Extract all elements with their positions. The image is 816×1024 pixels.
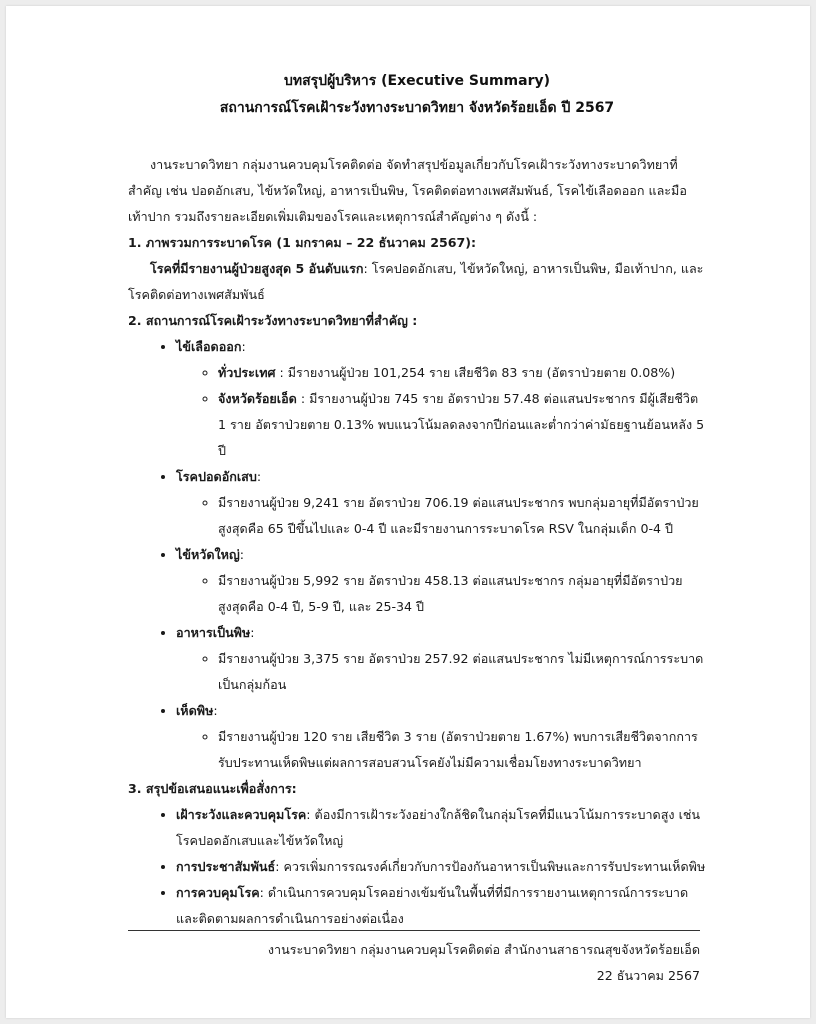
dengue-country-item (218, 360, 706, 386)
recommendation-item (176, 802, 706, 854)
dengue-country-label: ทั่วประเทศ (218, 365, 276, 380)
recommendation-item (176, 880, 706, 932)
dengue-title: ไข้เลือดออก (176, 339, 242, 354)
recommendation-label: เฝ้าระวังและควบคุมโรค (176, 807, 307, 822)
influenza-colon: : (239, 547, 244, 562)
footer-date: 22 ธันวาคม 2567 (596, 968, 700, 983)
disease-list (128, 334, 706, 776)
recommendation-text: : ควรเพิ่มการรณรงค์เกี่ยวกับการป้องกันอาหารเป็นพิษและการรับประทานเห็ดพิษ (275, 859, 706, 874)
recommendation-label: การประชาสัมพันธ์ (176, 859, 276, 874)
mushroom-colon: : (213, 703, 218, 718)
recommendation-label: การควบคุมโรค (176, 885, 260, 900)
document-page (6, 6, 810, 1018)
document-body (128, 70, 706, 932)
mushroom-title: เห็ดพิษ (176, 703, 214, 718)
section-1-heading: 1. ภาพรวมการระบาดโรค (1 มกราคม – 22 ธันวาคม 2567): (128, 235, 477, 250)
pneumonia-colon: : (256, 469, 262, 484)
top5-text: : โรคปอดอักเสบ, ไข้หวัดใหญ่, อาหารเป็นพิษ, มือเท้าปาก, และโรคติดต่อทางเพศสัมพันธ์ (128, 261, 704, 302)
food-poisoning-title: อาหารเป็นพิษ (176, 625, 251, 640)
list-item-pneumonia (176, 464, 706, 542)
recommendation-list (128, 802, 706, 932)
recommendation-text: : ต้องมีการเฝ้าระวังอย่างใกล้ชิดในกลุ่มโรคที่มีแนวโน้มการระบาดสูง เช่น โรคปอดอักเสบและไข้หวัดใหญ่ (176, 807, 701, 848)
dengue-country-text: : มีรายงานผู้ป่วย 101,254 ราย เสียชีวิต 83 ราย (อัตราป่วยตาย 0.08%) (275, 365, 676, 380)
list-item-influenza (176, 542, 706, 620)
influenza-title: ไข้หวัดใหญ่ (176, 547, 240, 562)
dengue-province-text: : มีรายงานผู้ป่วย 745 ราย อัตราป่วย 57.48 ต่อแสนประชากร มีผู้เสียชีวิต 1 ราย อัตราป่วยตาย 0.13% พบแนวโน้มลดลงจากปีก่อนและต่ำกว่าค่ามัธยฐานย้อนหลัง 5 ปี (218, 391, 705, 458)
list-item-dengue (176, 334, 706, 464)
mushroom-text: ◦ มีรายงานผู้ป่วย 120 ราย เสียชีวิต 3 ราย (อัตราป่วยตาย 1.67%) พบการเสียชีวิตจากการรับประทานเห็ดพิษแต่ผลการสอบสวนโรคยังไม่มีความเชื่อมโยงทางระบาดวิทยา (218, 724, 706, 776)
influenza-text: ◦ มีรายงานผู้ป่วย 5,992 ราย อัตราป่วย 458.13 ต่อแสนประชากร กลุ่มอายุที่มีอัตราป่วยสูงสุดคือ 0-4 ปี, 5-9 ปี, และ 25-34 ปี (218, 568, 706, 620)
recommendation-text: : ดำเนินการควบคุมโรคอย่างเข้มข้นในพื้นที่ที่มีการรายงานเหตุการณ์การระบาดและติดตามผลการดำเนินการอย่างต่อเนื่อง (176, 885, 689, 926)
footer-organization: งานระบาดวิทยา กลุ่มงานควบคุมโรคติดต่อ สำนักงานสาธารณสุขจังหวัดร้อยเอ็ด (267, 942, 700, 957)
section-2-heading: 2. สถานการณ์โรคเฝ้าระวังทางระบาดวิทยาที่สำคัญ : (128, 313, 418, 328)
dengue-province-label: จังหวัดร้อยเอ็ด (218, 391, 297, 406)
intro-paragraph: งานระบาดวิทยา กลุ่มงานควบคุมโรคติดต่อ จัดทำสรุปข้อมูลเกี่ยวกับโรคเฝ้าระวังทางระบาดวิทยาที่สำคัญ เช่น ปอดอักเสบ, ไข้หวัดใหญ่, อาหารเป็นพิษ, โรคติดต่อทางเพศสัมพันธ์, โรคไข้เลือดออก และมือเท้าปาก รวมถึงรายละเอียดเพิ่มเติมของโรคและเหตุการณ์สำคัญต่าง ๆ ดังนี้ : (128, 157, 687, 224)
document-subtitle: สถานการณ์โรคเฝ้าระวังทางระบาดวิทยา จังหวัดร้อยเอ็ด ปี 2567 (219, 100, 615, 116)
section-3-heading: 3. สรุปข้อเสนอแนะเพื่อสั่งการ: (128, 781, 297, 796)
document-title: บทสรุปผู้บริหาร (Executive Summary) (284, 73, 550, 89)
section-1-paragraph (128, 256, 706, 308)
pneumonia-text: ◦ มีรายงานผู้ป่วย 9,241 ราย อัตราป่วย 706.19 ต่อแสนประชากร พบกลุ่มอายุที่มีอัตราป่วยสูงสุดคือ 65 ปีขึ้นไปและ 0-4 ปี และมีรายงานการระบาดโรค RSV ในกลุ่มเด็ก 0-4 ปี (218, 490, 706, 542)
list-item-food-poisoning (176, 620, 706, 698)
recommendation-item (176, 854, 706, 880)
document-footer (128, 930, 700, 989)
list-item-mushroom (176, 698, 706, 776)
dengue-province-item (218, 386, 706, 464)
top5-label: โรคที่มีรายงานผู้ป่วยสูงสุด 5 อันดับแรก (150, 261, 364, 276)
dengue-colon: : (241, 339, 246, 354)
food-poisoning-text: ◦ มีรายงานผู้ป่วย 3,375 ราย อัตราป่วย 257.92 ต่อแสนประชากร ไม่มีเหตุการณ์การระบาดเป็นกลุ่มก้อน (218, 646, 706, 698)
pneumonia-title: โรคปอดอักเสบ (176, 469, 257, 484)
dengue-sublist (176, 360, 706, 464)
food-poisoning-colon: : (250, 625, 255, 640)
